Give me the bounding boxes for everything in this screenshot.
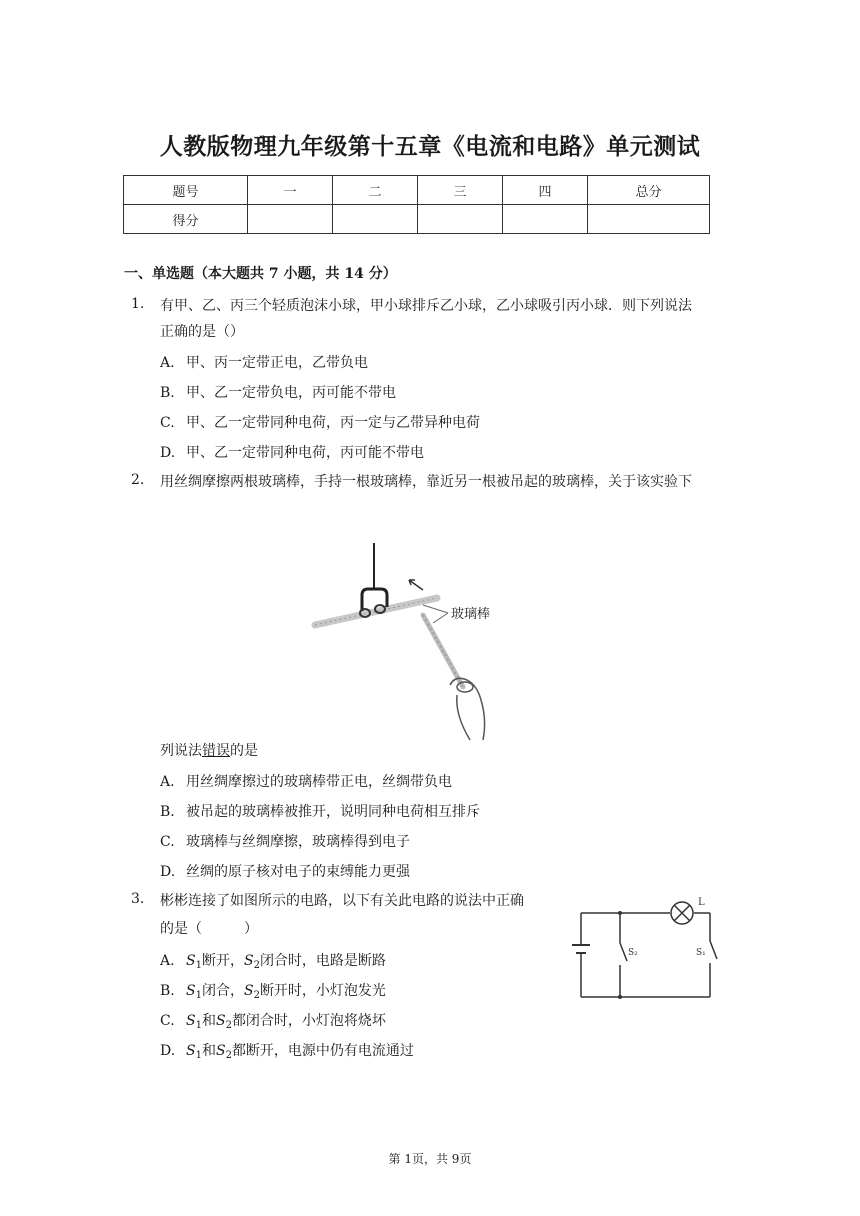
subscript: 1 bbox=[195, 960, 202, 971]
subscript: 2 bbox=[225, 1020, 232, 1031]
question-text: 的是（ ） bbox=[160, 921, 258, 937]
option-label: A. bbox=[160, 355, 175, 371]
circuit-diagram bbox=[570, 895, 720, 1005]
question-text: 正确的是（） bbox=[160, 324, 244, 340]
glass-rod-figure bbox=[305, 535, 515, 745]
option-text: 用丝绸摩擦过的玻璃棒带正电，丝绸带负电 bbox=[186, 774, 452, 790]
score-header-cell: 四 bbox=[503, 176, 588, 205]
option-text: 和 bbox=[201, 1043, 216, 1059]
question-text: 彬彬连接了如图所示的电路，以下有关此电路的说法中正确 bbox=[160, 893, 524, 909]
subscript: 1 bbox=[195, 990, 202, 1001]
lamp-label: L bbox=[698, 897, 705, 908]
switch-symbol: S bbox=[186, 1013, 196, 1029]
figure-label: 玻璃棒 bbox=[451, 607, 491, 622]
page-footer: 第 1页，共 9页 bbox=[388, 1152, 472, 1166]
score-header-cell: 三 bbox=[418, 176, 503, 205]
switch-symbol: S bbox=[215, 1043, 226, 1059]
question-text-continued bbox=[160, 741, 258, 761]
score-cell bbox=[248, 205, 333, 234]
option-text: 断开时，小灯泡发光 bbox=[259, 983, 386, 999]
option-label: B. bbox=[160, 385, 175, 401]
option-b bbox=[160, 382, 396, 402]
score-cell bbox=[418, 205, 503, 234]
score-table-score-row bbox=[124, 205, 710, 234]
option-b bbox=[160, 980, 386, 1001]
option-label: D. bbox=[160, 445, 176, 461]
option-text: 闭合时，电路是断路 bbox=[259, 953, 386, 969]
option-label: B. bbox=[160, 804, 175, 820]
score-cell bbox=[333, 205, 418, 234]
switch-s2-label: S₂ bbox=[628, 948, 638, 958]
question-number: 2. bbox=[131, 472, 145, 488]
option-text: 和 bbox=[201, 1013, 216, 1029]
subscript: 1 bbox=[195, 1050, 202, 1061]
score-table-header-row bbox=[124, 176, 710, 205]
option-text: 都闭合时，小灯泡将烧坏 bbox=[231, 1013, 386, 1029]
switch-symbol: S bbox=[243, 953, 254, 969]
question-text: 有甲、乙、丙三个轻质泡沫小球，甲小球排斥乙小球，乙小球吸引丙小球．则下列说法 bbox=[160, 298, 692, 314]
option-text: 被吊起的玻璃棒被推开，说明同种电荷相互排斥 bbox=[186, 804, 480, 820]
text-fragment: 的是 bbox=[230, 743, 258, 759]
subscript: 2 bbox=[225, 1050, 232, 1061]
option-a bbox=[160, 352, 368, 372]
score-row-label: 得分 bbox=[124, 205, 248, 234]
section-heading: 一、单选题（本大题共 7 小题，共 14 分） bbox=[124, 266, 397, 282]
switch-symbol: S bbox=[215, 1013, 226, 1029]
option-label: A. bbox=[160, 953, 175, 969]
option-text: 丝绸的原子核对电子的束缚能力更强 bbox=[186, 864, 410, 880]
subscript: 1 bbox=[195, 1020, 202, 1031]
underlined-text: 错误 bbox=[202, 743, 230, 759]
option-label: A. bbox=[160, 774, 175, 790]
score-header-cell: 题号 bbox=[124, 176, 248, 205]
switch-symbol: S bbox=[186, 1043, 196, 1059]
subscript: 2 bbox=[253, 960, 260, 971]
subscript: 2 bbox=[253, 990, 260, 1001]
score-table bbox=[123, 175, 710, 234]
switch-s1-label: S₁ bbox=[696, 948, 706, 958]
option-c bbox=[160, 412, 480, 432]
option-label: B. bbox=[160, 983, 175, 999]
switch-symbol: S bbox=[243, 983, 254, 999]
option-label: C. bbox=[160, 1013, 175, 1029]
score-header-cell: 一 bbox=[248, 176, 333, 205]
text-fragment: 列说法 bbox=[160, 743, 202, 759]
option-c bbox=[160, 831, 410, 851]
question-number: 3. bbox=[131, 891, 145, 907]
option-a bbox=[160, 771, 452, 791]
score-cell bbox=[588, 205, 710, 234]
option-text: 甲、乙一定带同种电荷，丙一定与乙带异种电荷 bbox=[186, 415, 480, 431]
option-c bbox=[160, 1010, 386, 1031]
option-d bbox=[160, 861, 410, 881]
score-cell bbox=[503, 205, 588, 234]
option-text: 玻璃棒与丝绸摩擦，玻璃棒得到电子 bbox=[186, 834, 410, 850]
score-header-cell: 二 bbox=[333, 176, 418, 205]
question-number: 1. bbox=[131, 296, 145, 312]
option-d bbox=[160, 442, 424, 462]
option-label: D. bbox=[160, 1043, 176, 1059]
option-a bbox=[160, 950, 386, 971]
option-text: 闭合， bbox=[201, 983, 244, 999]
option-text: 甲、丙一定带正电，乙带负电 bbox=[186, 355, 368, 371]
option-text: 都断开，电源中仍有电流通过 bbox=[231, 1043, 414, 1059]
question-text: 用丝绸摩擦两根玻璃棒，手持一根玻璃棒，靠近另一根被吊起的玻璃棒，关于该实验下 bbox=[160, 474, 692, 490]
option-b bbox=[160, 801, 480, 821]
option-d bbox=[160, 1040, 414, 1061]
option-label: D. bbox=[160, 864, 176, 880]
option-text: 断开， bbox=[201, 953, 244, 969]
page-title: 人教版物理九年级第十五章《电流和电路》单元测试 bbox=[159, 133, 701, 160]
option-text: 甲、乙一定带负电，丙可能不带电 bbox=[186, 385, 396, 401]
score-header-cell: 总分 bbox=[588, 176, 710, 205]
option-text: 甲、乙一定带同种电荷，丙可能不带电 bbox=[186, 445, 424, 461]
switch-symbol: S bbox=[186, 953, 196, 969]
switch-symbol: S bbox=[186, 983, 196, 999]
option-label: C. bbox=[160, 415, 175, 431]
option-label: C. bbox=[160, 834, 175, 850]
